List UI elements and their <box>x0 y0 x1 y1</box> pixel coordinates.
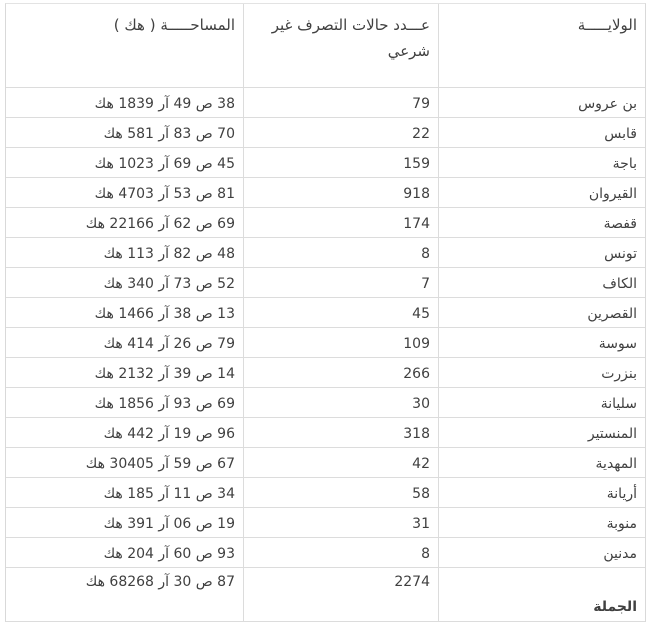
table-header-row <box>6 4 645 88</box>
cell-count: 30 <box>243 388 438 417</box>
cell-count: 8 <box>243 238 438 267</box>
cell-count: 31 <box>243 508 438 537</box>
table-row <box>6 358 645 388</box>
table-row <box>6 268 645 298</box>
cell-count: 7 <box>243 268 438 297</box>
cell-area: 13 ص 38 آر 1466 هك <box>94 305 235 322</box>
cell-governorate: القصرين <box>438 298 645 327</box>
cell-count: 318 <box>243 418 438 447</box>
cell-area: 96 ص 19 آر 442 هك <box>103 425 235 442</box>
cell-area: 38 ص 49 آر 1839 هك <box>94 95 235 112</box>
governorate-table <box>5 3 646 622</box>
cell-area: 14 ص 39 آر 2132 هك <box>94 365 235 382</box>
cell-governorate: قفصة <box>438 208 645 237</box>
table-row <box>6 88 645 118</box>
table-row <box>6 508 645 538</box>
cell-count: 45 <box>243 298 438 327</box>
cell-governorate: سليانة <box>438 388 645 417</box>
cell-area: 34 ص 11 آر 185 هك <box>103 485 235 502</box>
table-row <box>6 178 645 208</box>
table-row <box>6 328 645 358</box>
cell-governorate: بنزرت <box>438 358 645 387</box>
cell-governorate: تونس <box>438 238 645 267</box>
cell-governorate: القيروان <box>438 178 645 207</box>
cell-governorate: بن عروس <box>438 88 645 117</box>
cell-area: 19 ص 06 آر 391 هك <box>103 515 235 532</box>
cell-governorate: باجة <box>438 148 645 177</box>
table-row <box>6 448 645 478</box>
cell-area: 52 ص 73 آر 340 هك <box>103 275 235 292</box>
total-count: 2274 <box>243 568 438 621</box>
cell-governorate: المنستير <box>438 418 645 447</box>
cell-count: 266 <box>243 358 438 387</box>
cell-area: 79 ص 26 آر 414 هك <box>103 335 235 352</box>
cell-governorate: منوبة <box>438 508 645 537</box>
header-count: عـــدد حالات التصرف غير شرعي <box>243 4 438 87</box>
cell-count: 159 <box>243 148 438 177</box>
cell-count: 58 <box>243 478 438 507</box>
cell-governorate: قابس <box>438 118 645 147</box>
table-row <box>6 538 645 568</box>
cell-count: 22 <box>243 118 438 147</box>
table-row <box>6 238 645 268</box>
table-row <box>6 208 645 238</box>
cell-area: 69 ص 62 آر 22166 هك <box>85 215 235 232</box>
cell-governorate: سوسة <box>438 328 645 357</box>
table-total-row <box>6 568 645 622</box>
cell-count: 8 <box>243 538 438 567</box>
cell-area: 69 ص 93 آر 1856 هك <box>94 395 235 412</box>
table-row <box>6 148 645 178</box>
cell-area: 70 ص 83 آر 581 هك <box>103 125 235 142</box>
table-row <box>6 418 645 448</box>
cell-governorate: مدنين <box>438 538 645 567</box>
cell-count: 918 <box>243 178 438 207</box>
table-row <box>6 118 645 148</box>
cell-count: 174 <box>243 208 438 237</box>
header-governorate: الولايـــــة <box>438 4 645 87</box>
table-body <box>6 88 645 568</box>
cell-governorate: الكاف <box>438 268 645 297</box>
cell-area: 81 ص 53 آر 4703 هك <box>94 185 235 202</box>
cell-area: 67 ص 59 آر 30405 هك <box>85 455 235 472</box>
table-row <box>6 478 645 508</box>
cell-governorate: أريانة <box>438 478 645 507</box>
total-area: 87 ص 30 آر 68268 هك <box>85 574 235 590</box>
cell-area: 48 ص 82 آر 113 هك <box>103 245 235 262</box>
table-row <box>6 298 645 328</box>
cell-count: 109 <box>243 328 438 357</box>
cell-governorate: المهدية <box>438 448 645 477</box>
cell-count: 79 <box>243 88 438 117</box>
cell-count: 42 <box>243 448 438 477</box>
header-area: المساحـــــة ( هك ) <box>113 16 235 34</box>
total-label: الجملة <box>438 568 645 621</box>
cell-area: 93 ص 60 آر 204 هك <box>103 545 235 562</box>
table-row <box>6 388 645 418</box>
cell-area: 45 ص 69 آر 1023 هك <box>94 155 235 172</box>
